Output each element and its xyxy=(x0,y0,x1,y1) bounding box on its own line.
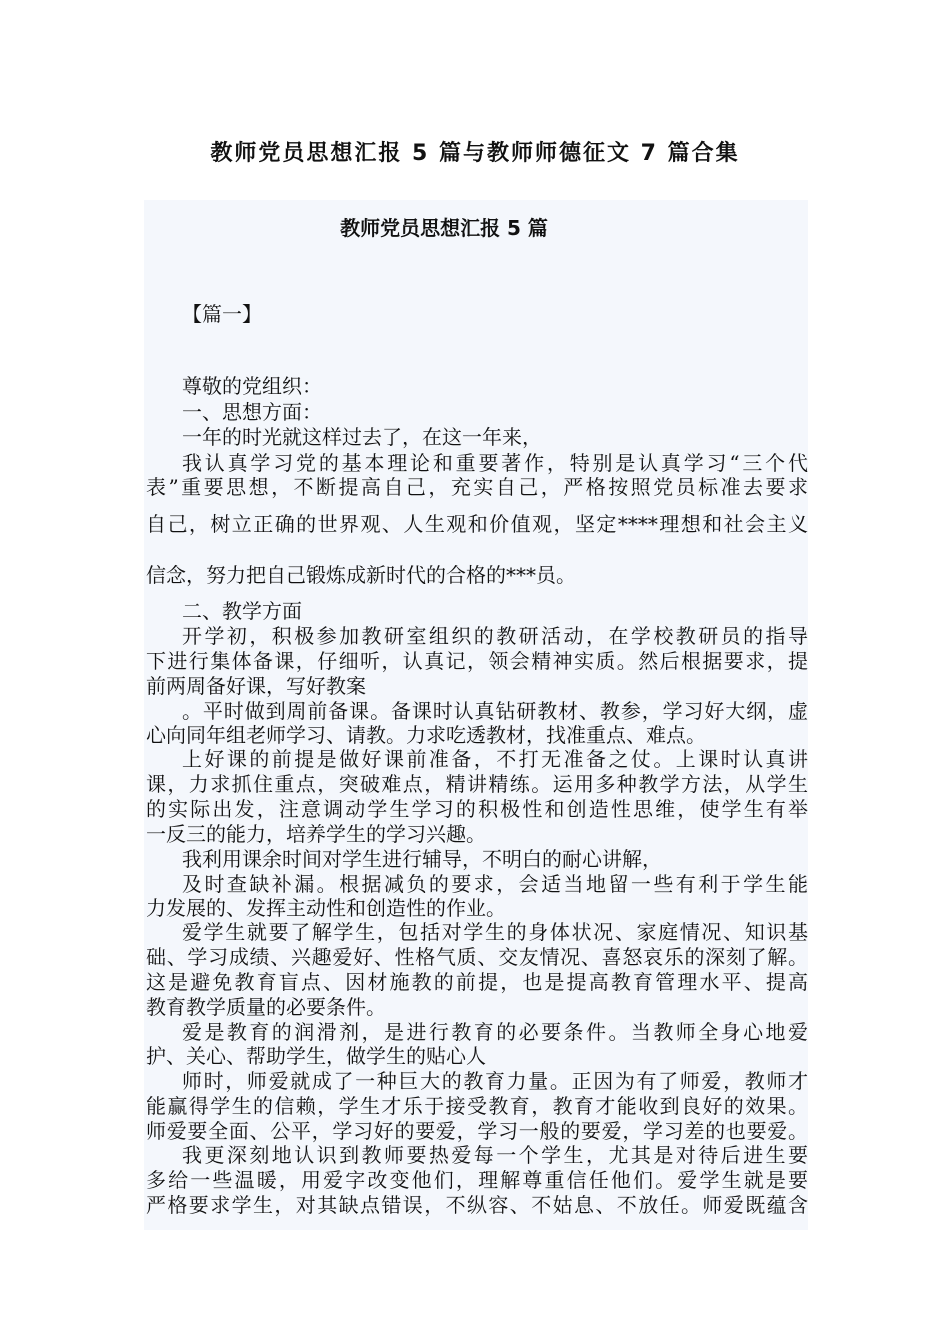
chapter-label: 【篇一】 xyxy=(182,302,262,326)
body-line: 下进行集体备课，仔细听，认真记，领会精神实质。然后根据要求，提 xyxy=(146,649,808,673)
body-line: 我认真学习党的基本理论和重要著作，特别是认真学习“三个代 xyxy=(182,451,808,475)
body-line: 。平时做到周前备课。备课时认真钻研教材、教参，学习好大纲，虚 xyxy=(182,699,808,723)
body-line: 我利用课余时间对学生进行辅导，不明白的耐心讲解， xyxy=(182,847,662,871)
body-line: 严格要求学生，对其缺点错误，不纵容、不姑息、不放任。师爱既蕴含 xyxy=(146,1193,808,1217)
body-line: 教育教学质量的必要条件。 xyxy=(146,995,386,1019)
body-line: 二、教学方面 xyxy=(182,599,302,623)
body-line: 一反三的能力，培养学生的学习兴趣。 xyxy=(146,822,486,846)
body-line: 表”重要思想，不断提高自己，充实自己，严格按照党员标准去要求 xyxy=(146,475,808,499)
body-line: 前两周备好课，写好教案 xyxy=(146,674,366,698)
body-line: 护、关心、帮助学生，做学生的贴心人 xyxy=(146,1044,486,1068)
body-line: 师爱要全面、公平，学习好的要爱，学习一般的要爱，学习差的也要爱。 xyxy=(146,1119,808,1143)
body-line: 信念，努力把自己锻炼成新时代的合格的***员。 xyxy=(146,563,576,587)
body-line: 爱是教育的润滑剂，是进行教育的必要条件。当教师全身心地爱 xyxy=(182,1020,808,1044)
body-line: 一、思想方面： xyxy=(182,400,322,424)
body-line: 爱学生就要了解学生，包括对学生的身体状况、家庭情况、知识基 xyxy=(182,920,808,944)
body-line: 这是避免教育盲点、因材施教的前提，也是提高教育管理水平、提高 xyxy=(146,970,808,994)
body-line: 师时，师爱就成了一种巨大的教育力量。正因为有了师爱，教师才 xyxy=(182,1069,808,1093)
body-line: 的实际出发，注意调动学生学习的积极性和创造性思维，使学生有举 xyxy=(146,797,808,821)
section-title: 教师党员思想汇报 5 篇 xyxy=(340,216,548,240)
body-line: 一年的时光就这样过去了，在这一年来， xyxy=(182,425,542,449)
body-line: 心向同年组老师学习、请教。力求吃透教材，找准重点、难点。 xyxy=(146,723,706,747)
body-line: 尊敬的党组织： xyxy=(182,374,322,398)
body-line: 力发展的、发挥主动性和创造性的作业。 xyxy=(146,896,506,920)
body-line: 开学初，积极参加教研室组织的教研活动，在学校教研员的指导 xyxy=(182,624,808,648)
body-line: 及时查缺补漏。根据减负的要求，会适当地留一些有利于学生能 xyxy=(182,872,808,896)
body-line: 自己，树立正确的世界观、人生观和价值观，坚定****理想和社会主义 xyxy=(146,512,808,536)
body-line: 能赢得学生的信赖，学生才乐于接受教育，教育才能收到良好的效果。 xyxy=(146,1094,808,1118)
body-line: 我更深刻地认识到教师要热爱每一个学生，尤其是对待后进生要 xyxy=(182,1143,808,1167)
body-line: 础、学习成绩、兴趣爱好、性格气质、交友情况、喜怒哀乐的深刻了解。 xyxy=(146,945,808,969)
body-line: 课，力求抓住重点，突破难点，精讲精练。运用多种教学方法，从学生 xyxy=(146,772,808,796)
body-line: 上好课的前提是做好课前准备，不打无准备之仗。上课时认真讲 xyxy=(182,747,808,771)
document-title: 教师党员思想汇报 5 篇与教师师德征文 7 篇合集 xyxy=(210,141,740,166)
body-line: 多给一些温暖，用爱字改变他们，理解尊重信任他们。爱学生就是要 xyxy=(146,1168,808,1192)
